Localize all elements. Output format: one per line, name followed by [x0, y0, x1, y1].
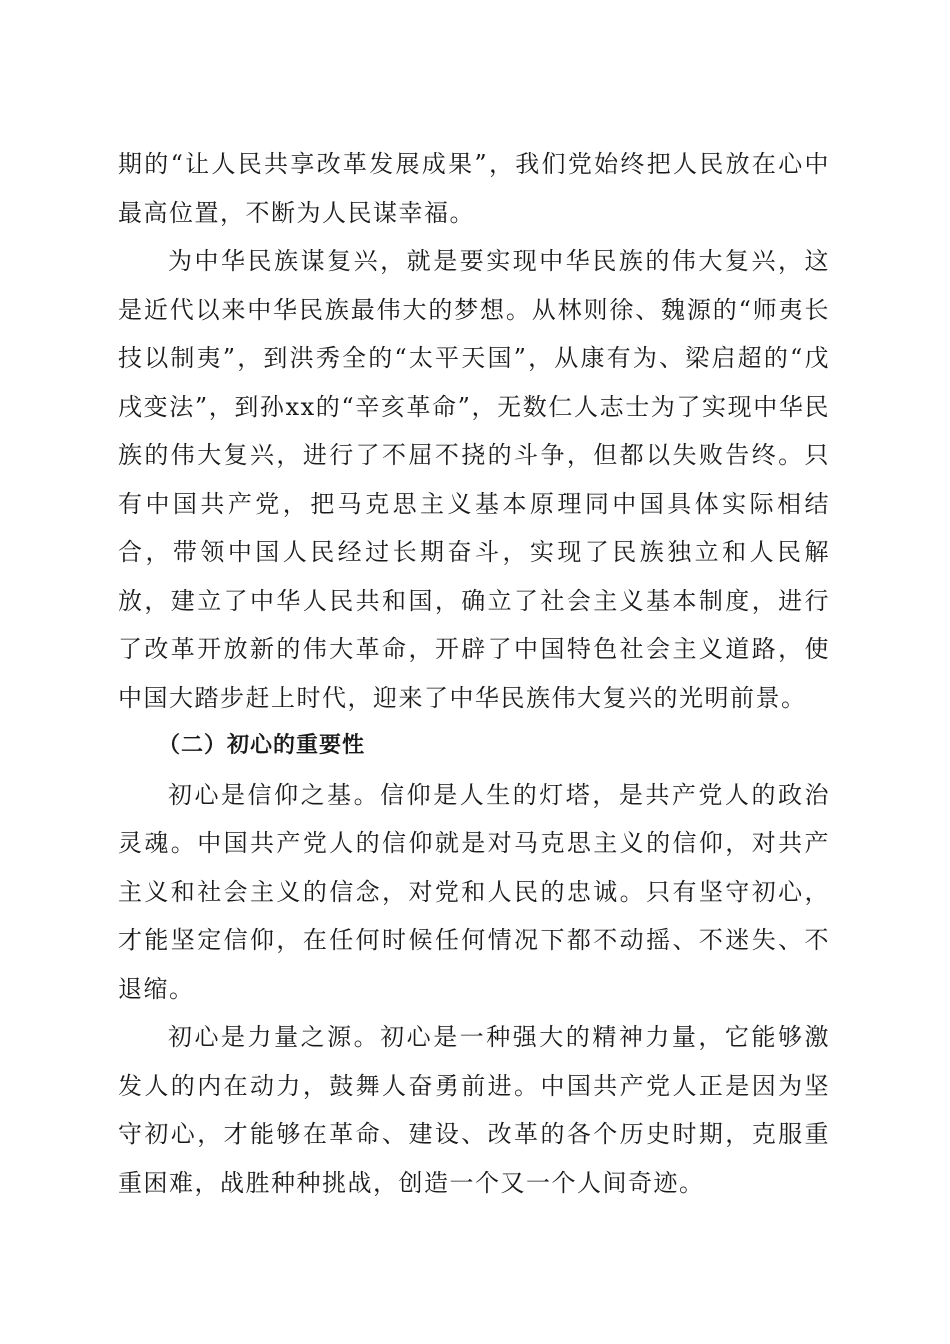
- paragraph-source-of-strength: 初心是力量之源。初心是一种强大的精神力量，它能够激发人的内在动力，鼓舞人奋勇前进。中国共产党人正是因为坚守初心，才能够在革命、建设、改革的各个历史时期，克服重重困难，战胜种种挑战，创造一个又一个人间奇迹。: [118, 1023, 830, 1197]
- paragraph-continuation: 期的“让人民共享改革发展成果”，我们党始终把人民放在心中最高位置，不断为人民谋幸福。: [118, 150, 830, 227]
- paragraph-national-rejuvenation: 为中华民族谋复兴，就是要实现中华民族的伟大复兴，这是近代以来中华民族最伟大的梦想。从林则徐、魏源的“师夷长技以制夷”，到洪秀全的“太平天国”，从康有为、梁启超的“戊戌变法”，到孙xx的“辛亥革命”，无数仁人志士为了实现中华民族的伟大复兴，进行了不屈不挠的斗争，但都以失败告终。只有中国共产党，把马克思主义基本原理同中国具体实际相结合，带领中国人民经过长期奋斗，实现了民族独立和人民解放，建立了中华人民共和国，确立了社会主义基本制度，进行了改革开放新的伟大革命，开辟了中国特色社会主义道路，使中国大踏步赶上时代，迎来了中华民族伟大复兴的光明前景。: [118, 247, 830, 712]
- paragraph-foundation-of-belief: 初心是信仰之基。信仰是人生的灯塔，是共产党人的政治灵魂。中国共产党人的信仰就是对马克思主义的信仰，对共产主义和社会主义的信念，对党和人民的忠诚。只有坚守初心，才能坚定信仰，在任何时候任何情况下都不动摇、不迷失、不退缩。: [118, 780, 830, 1003]
- section-heading-importance: （二）初心的重要性: [158, 733, 366, 758]
- document-body: [118, 140, 830, 1207]
